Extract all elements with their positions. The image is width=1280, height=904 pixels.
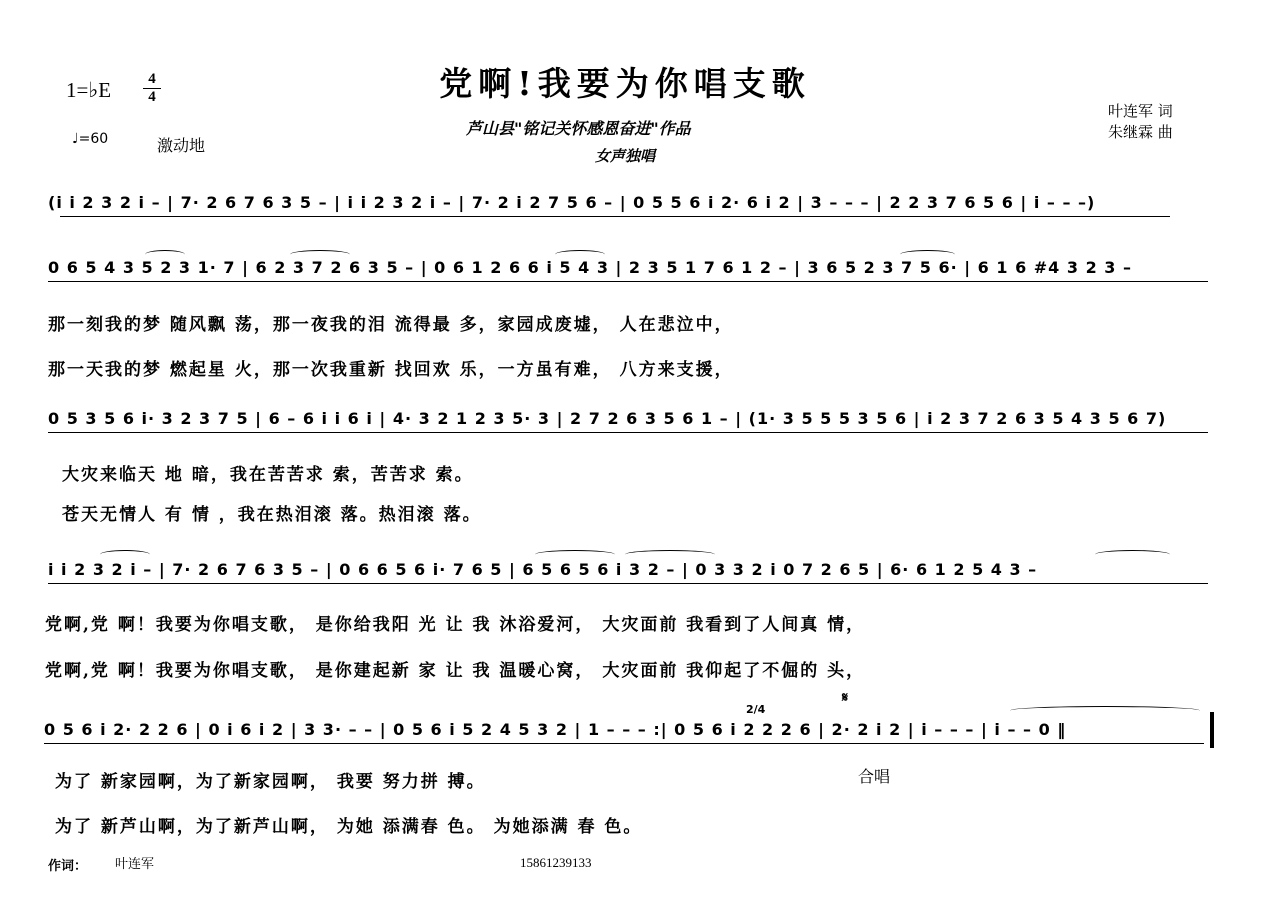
- notation-line: 0 5 6 i 2· 2 2 6 | 0 i 6 i 2 | 3 3· – – | 0 5 6 i 5 2 4 5 3 2 | 1 – – – :| 0 5 6 i 2 2 2 6 | 2· 2 i 2 | i – – – | i – – 0 ‖: [44, 720, 1067, 739]
- lyric-verse-2: 那一天我的梦 燃起星 火，那一次我重新 找回欢 乐，一方虽有难， 八方来支援，: [48, 360, 734, 380]
- lyric-verse-2: 苍天无情人 有 情 ，我在热泪滚 落。热泪滚 落。: [62, 505, 482, 525]
- song-title: 党啊!我要为你唱支歌: [439, 64, 811, 103]
- notation-line: 0 5 3 5 6 i· 3 2 3 7 5 | 6 – 6 i i 6 i | 4· 3 2 1 2 3 5· 3 | 2 7 2 6 3 5 6 1 – | (1· 3 5 5 5 3 5 6 | i 2 3 7 2 6 3 5 4 3 5 6 7): [48, 409, 1167, 428]
- final-barline: [1210, 712, 1214, 748]
- lyric-verse-1: 大灾来临天 地 暗，我在苦苦求 索，苦苦求 索。: [62, 465, 474, 485]
- time-numerator: 4: [148, 71, 156, 87]
- footer-author-name: 叶连军: [115, 857, 155, 872]
- expression-marking: 激动地: [157, 136, 206, 155]
- lyric-verse-1: 为了 新家园啊，为了新家园啊， 我要 努力拼 搏。: [55, 772, 486, 792]
- beat-underline: [44, 743, 1204, 744]
- lyric-verse-2: 党啊,党 啊！我要为你唱支歌， 是你建起新 家 让 我 温暖心窝， 大灾面前 我仰起了不倔的 头，: [45, 661, 866, 681]
- lyric-verse-1: 那一刻我的梦 随风飘 荡，那一夜我的泪 流得最 多，家园成废墟， 人在悲泣中，: [48, 315, 734, 335]
- time-change: 2/4: [746, 703, 766, 716]
- notation-line: 0 6 5 4 3 5 2 3 1· 7 | 6 2 3 7 2 6 3 5 – | 0 6 1 2 6 6 i 5 4 3 | 2 3 5 1 7 6 1 2 – | 3 6 5 2 3 7 5 6· | 6 1 6 #4 3 2 3 –: [48, 258, 1132, 277]
- song-subtitle: 芦山县"铭记关怀感恩奋进"作品: [466, 119, 691, 138]
- lyricist-credit: 叶连军 词: [1108, 102, 1173, 120]
- tie-mark: [1010, 706, 1200, 715]
- time-denominator: 4: [148, 89, 156, 105]
- lyric-verse-2: 为了 新芦山啊，为了新芦山啊， 为她 添满春 色。 为她添满 春 色。: [55, 817, 643, 837]
- segno-sign: 𝄋: [842, 690, 849, 706]
- voice-type: 女声独唱: [595, 147, 656, 165]
- notation-line: i i 2 3 2 i – | 7· 2 6 7 6 3 5 – | 0 6 6 5 6 i· 7 6 5 | 6 5 6 5 6 i 3 2 – | 0 3 3 2 i 0 7 2 6 5 | 6· 6 1 2 5 4 3 –: [48, 560, 1038, 579]
- notation-line: (i i 2 3 2 i – | 7· 2 6 7 6 3 5 – | i i 2 3 2 i – | 7· 2 i 2 7 5 6 – | 0 5 5 6 i 2· 6 i 2 | 3 – – – | 2 2 3 7 6 5 6 | i – – –): [48, 193, 1096, 212]
- composer-credit: 朱继霖 曲: [1108, 123, 1173, 141]
- footer-author-label: 作词：: [48, 859, 88, 874]
- chorus-label: 合唱: [858, 767, 891, 786]
- lyric-verse-1: 党啊,党 啊！我要为你唱支歌， 是你给我阳 光 让 我 沐浴爱河， 大灾面前 我看到了人间真 情，: [45, 615, 866, 635]
- key-signature: 1=♭E: [66, 78, 112, 102]
- tempo-marking: ♩=60: [72, 131, 109, 147]
- footer-phone: 15861239133: [520, 855, 592, 870]
